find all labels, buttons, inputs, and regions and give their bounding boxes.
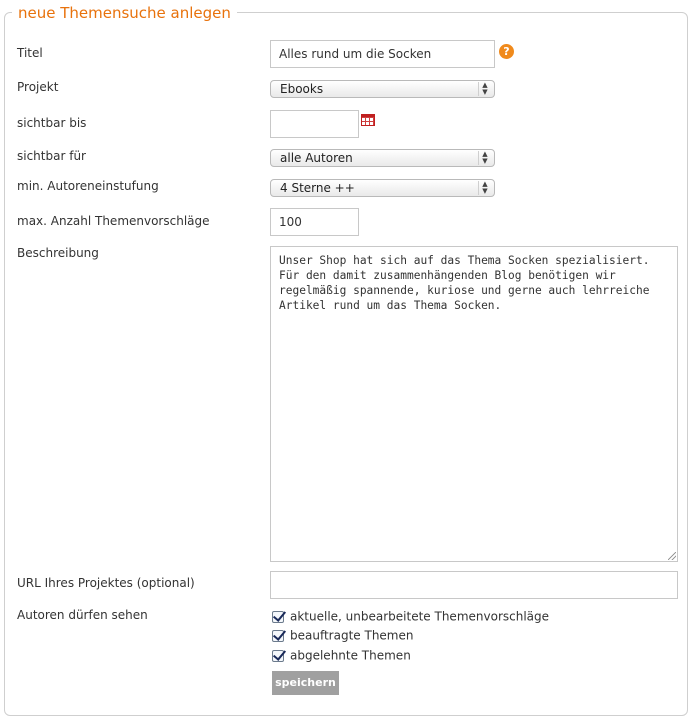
checkbox-assigned-topics[interactable]	[272, 626, 413, 644]
resize-grip-icon[interactable]	[668, 552, 676, 560]
description-textarea[interactable]	[270, 246, 678, 562]
save-button[interactable]: speichern	[272, 671, 339, 695]
checkbox-checked-icon[interactable]	[272, 630, 284, 642]
min-rating-select-value: 4 Sterne ++	[280, 181, 355, 195]
title-input[interactable]: Alles rund um die Socken	[270, 40, 495, 68]
project-select[interactable]	[270, 80, 495, 98]
select-arrows-icon: ▲ ▼	[478, 151, 491, 165]
visible-for-select[interactable]	[270, 149, 495, 167]
project-url-label: URL Ihres Projektes (optional)	[17, 576, 195, 590]
visible-for-label: sichtbar für	[17, 149, 86, 163]
max-suggestions-label: max. Anzahl Themenvorschläge	[17, 214, 210, 228]
visible-until-input[interactable]	[270, 110, 359, 138]
checkbox-label: aktuelle, unbearbeitete Themenvorschläge	[290, 609, 550, 624]
select-arrows-icon: ▲ ▼	[478, 181, 491, 195]
authors-see-label: Autoren dürfen sehen	[17, 608, 148, 622]
help-icon[interactable]: ?	[499, 44, 514, 59]
checkbox-label: abgelehnte Themen	[290, 648, 411, 663]
checkbox-checked-icon[interactable]	[272, 650, 284, 662]
min-rating-select[interactable]	[270, 179, 495, 197]
project-url-input[interactable]	[270, 571, 678, 599]
checkbox-checked-icon[interactable]	[272, 611, 284, 623]
select-arrows-icon: ▲ ▼	[478, 82, 491, 96]
checkbox-rejected-topics[interactable]	[272, 646, 411, 664]
visible-until-label: sichtbar bis	[17, 116, 87, 130]
project-select-value: Ebooks	[280, 82, 324, 96]
min-rating-label: min. Autoreneinstufung	[17, 179, 159, 193]
form-legend: neue Themensuche anlegen	[12, 3, 237, 23]
checkbox-current-suggestions[interactable]	[272, 607, 549, 625]
checkbox-label: beauftragte Themen	[290, 628, 414, 643]
description-label: Beschreibung	[17, 246, 99, 260]
max-suggestions-input[interactable]: 100	[270, 208, 359, 236]
visible-for-select-value: alle Autoren	[280, 151, 353, 165]
project-label: Projekt	[17, 80, 59, 94]
title-label: Titel	[17, 46, 43, 60]
calendar-icon[interactable]	[361, 114, 375, 126]
